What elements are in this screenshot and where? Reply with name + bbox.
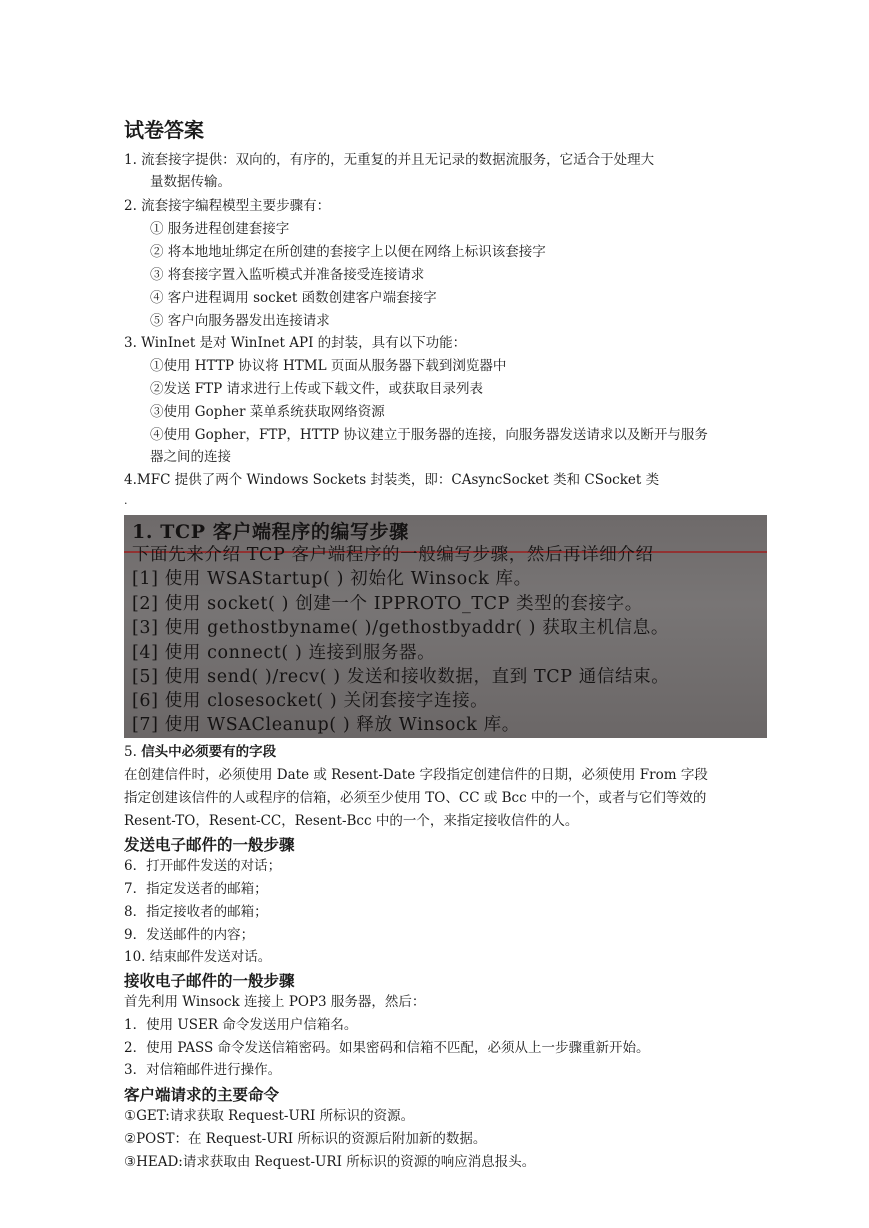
q3-item: ④使用 Gopher，FTP，HTTP 协议建立于服务器的连接，向服务器发送请求以及断开与服务	[150, 427, 708, 443]
photo-line: [7] 使用 WSACleanup( ) 释放 Winsock 库。	[132, 715, 520, 735]
send-step: 9．发送邮件的内容；	[124, 927, 255, 943]
q5-line: 在创建信件时，必须使用 Date 或 Resent-Date 字段指定创建信件的日期，必须使用 From 字段	[124, 767, 708, 783]
q4-line: 4.MFC 提供了两个 Windows Sockets 封装类，即：CAsyncSocket 类和 CSocket 类	[124, 472, 660, 488]
photo-line: [1] 使用 WSAStartup( ) 初始化 Winsock 库。	[132, 569, 532, 589]
page-title: 试卷答案	[124, 118, 204, 142]
q3-item: ②发送 FTP 请求进行上传或下载文件，或获取目录列表	[150, 381, 484, 397]
send-step: 6．打开邮件发送的对话；	[124, 858, 282, 874]
q3-item: 器之间的连接	[150, 449, 231, 465]
photo-line: [2] 使用 socket( ) 创建一个 IPPROTO_TCP 类型的套接字。	[132, 594, 643, 614]
q3-item: ①使用 HTTP 协议将 HTML 页面从服务器下载到浏览器中	[150, 358, 507, 374]
send-heading: 发送电子邮件的一般步骤	[124, 836, 295, 854]
photo-heading: 1. TCP 客户端程序的编写步骤	[132, 521, 409, 543]
recv-step: 2．使用 PASS 命令发送信箱密码。如果密码和信箱不匹配，必须从上一步骤重新开始。	[124, 1040, 650, 1056]
recv-intro: 首先利用 Winsock 连接上 POP3 服务器，然后：	[124, 994, 426, 1010]
photo-line: [3] 使用 gethostbyname( )/gethostbyaddr( ) 获取主机信息。	[132, 618, 669, 638]
q4-dot: .	[124, 494, 128, 507]
recv-heading: 接收电子邮件的一般步骤	[124, 972, 295, 990]
q2-step: ⑤ 客户向服务器发出连接请求	[150, 313, 330, 329]
q3-intro: 3. WinInet 是对 WinInet API 的封装，具有以下功能：	[124, 335, 467, 351]
send-step: 8．指定接收者的邮箱；	[124, 904, 268, 920]
send-step: 7．指定发送者的邮箱；	[124, 881, 268, 897]
q3-item: ③使用 Gopher 菜单系统获取网络资源	[150, 404, 385, 420]
q2-step: ② 将本地地址绑定在所创建的套接字上以便在网络上标识该套接字	[150, 244, 546, 260]
cmd-item: ③HEAD:请求获取由 Request-URI 所标识的资源的响应消息报头。	[124, 1154, 536, 1170]
cmd-item: ①GET:请求获取 Request-URI 所标识的资源。	[124, 1108, 415, 1124]
q2-step: ④ 客户进程调用 socket 函数创建客户端套接字	[150, 290, 437, 306]
q5-line: Resent-TO，Resent-CC，Resent-Bcc 中的一个，来指定接收信件的人。	[124, 813, 579, 829]
cmd-item: ②POST：在 Request-URI 所标识的资源后附加新的数据。	[124, 1131, 487, 1147]
q2-step: ① 服务进程创建套接字	[150, 221, 290, 237]
recv-step: 1．使用 USER 命令发送用户信箱名。	[124, 1017, 358, 1033]
cmds-heading: 客户端请求的主要命令	[124, 1086, 280, 1104]
q1-line-1: 1. 流套接字提供：双向的，有序的，无重复的并且无记录的数据流服务，它适合于处理大	[124, 152, 655, 168]
photo-line: [4] 使用 connect( ) 连接到服务器。	[132, 643, 436, 663]
q5-number: 5.	[124, 744, 137, 760]
q5-heading-line	[124, 743, 276, 761]
q1-line-2: 量数据传输。	[150, 174, 231, 190]
photo-line: [5] 使用 send( )/recv( ) 发送和接收数据，直到 TCP 通信结束。	[132, 667, 670, 687]
photo-line: 下面先来介绍 TCP 客户端程序的一般编写步骤，然后再详细介绍	[132, 545, 654, 565]
q2-intro: 2. 流套接字编程模型主要步骤有：	[124, 198, 331, 214]
textbook-photo	[124, 515, 767, 738]
send-step: 10. 结束邮件发送对话。	[124, 949, 272, 965]
recv-step: 3．对信箱邮件进行操作。	[124, 1062, 282, 1078]
q2-step: ③ 将套接字置入监听模式并准备接受连接请求	[150, 267, 425, 283]
q5-line: 指定创建该信件的人或程序的信箱，必须至少使用 TO、CC 或 Bcc 中的一个，或者与它们等效的	[124, 790, 707, 806]
q5-heading: 信头中必须要有的字段	[141, 744, 277, 760]
photo-line: [6] 使用 closesocket( ) 关闭套接字连接。	[132, 691, 489, 711]
